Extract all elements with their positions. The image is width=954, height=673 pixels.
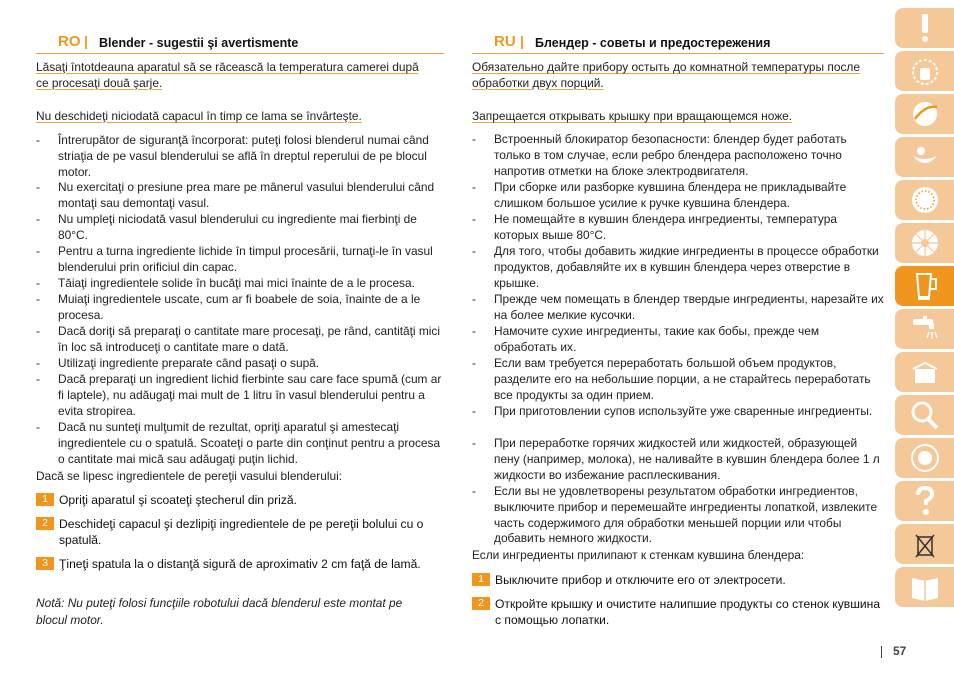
bullet-dash: - [472, 404, 476, 418]
ro-section-header [36, 33, 444, 54]
tab-environment[interactable] [895, 524, 954, 564]
disposal-bin-icon [909, 529, 941, 559]
bullet-text: При приготовлении супов используйте уже сваренные ингредиенты. [494, 404, 873, 418]
step-text: Ţineţi spatula la o distanţă sigură de aproximativ 2 cm faţă de lamă. [59, 557, 421, 571]
bullet-dash: - [472, 244, 476, 258]
bullet-text: Dacă preparaţi un ingredient lichid fierbinte sau care face spumă (cum ar fi laptele), nu adăugaţi mai mult de 1 litru în vasul blenderului pentru a evita stropirea. [58, 372, 442, 418]
citrus-press-icon [909, 228, 941, 258]
page-number: 57 [893, 644, 907, 658]
bullet-dash: - [36, 292, 40, 306]
bullet-dash: - [472, 356, 476, 370]
bullet-dash: - [472, 132, 476, 146]
step-text: Выключите прибор и отключите его от электросети. [495, 573, 786, 587]
bullet-dash: - [36, 356, 40, 370]
ro-header-separator: | [84, 33, 88, 49]
bullet-text: При переработке горячих жидкостей или жидкостей, образующей пену (например, молока), не наливайте в кувшин блендера более 1 л жидкости во избежание расплескивания. [494, 436, 880, 482]
step-number-badge: 1 [472, 573, 490, 586]
exclamation-icon [909, 13, 941, 43]
tab-storage[interactable] [895, 352, 954, 392]
bullet-dash: - [472, 484, 476, 498]
slicing-disc-icon [909, 99, 941, 129]
tab-citrus-press[interactable] [895, 223, 954, 263]
bullet-text: Прежде чем помещать в блендер твердые ингредиенты, нарезайте их на более мелкие кусочки. [494, 292, 884, 322]
bullet-text: Dacă doriţi să preparaţi o cantitate mare procesaţi, pe rând, cantităţi mici în loc să introduceţi o cantitate mare o dată. [58, 324, 441, 354]
bullet-text: Для того, чтобы добавить жидкие ингредиенты в процессе обработки продуктов, добавляйте их в кувшин блендера через отверстие в крышке. [494, 244, 879, 290]
bullet-text: Tăiaţi ingredientele solide în bucăţi mai mici înainte de a le procesa. [58, 276, 415, 290]
bullet-text: Намочите сухие ингредиенты, такие как бобы, прежде чем обработать их. [494, 324, 820, 354]
tab-click-and-go[interactable] [895, 51, 954, 91]
step-text: Opriţi aparatul şi scoateţi ştecherul din priză. [59, 493, 297, 507]
step-text: Deschideţi capacul şi dezlipiţi ingredientele de pe pereţii bolului cu o spatulă. [59, 517, 424, 547]
ru-stick-text: Если ингредиенты прилипают к стенкам кувшина блендера: [472, 548, 805, 562]
step-number-badge: 1 [36, 493, 54, 506]
bullet-dash: - [36, 324, 40, 338]
bullet-dash: - [36, 276, 40, 290]
ro-section-title: Blender - sugestii şi avertismente [99, 36, 299, 50]
tab-troubleshooting-search[interactable] [895, 395, 954, 435]
bullet-text: Встроенный блокиратор безопасности: блендер будет работать только в том случае, если ребро блендера расположено точно напротив отметки на блоке электродвигателя. [494, 132, 847, 178]
bullet-text: Întrerupător de siguranţă încorporat: puteţi folosi blenderul numai când striaţia de pe vasul blenderului se află în dreptul reperului de pe blocul motor. [58, 133, 429, 179]
recipe-book-icon [909, 572, 941, 602]
bullet-dash: - [36, 133, 40, 147]
tab-blender[interactable] [895, 266, 954, 306]
tab-slicing[interactable] [895, 94, 954, 134]
tab-cleaning[interactable] [895, 309, 954, 349]
bullet-text: Если вы не удовлетворены результатом обработки ингредиентов, выключите прибор и перемешайте ингредиенты лопаткой, извлеките часть содержимого для обработки меньшей порции или чтобы добавить немного жидкости. [494, 484, 878, 546]
tap-cleaning-icon [909, 314, 941, 344]
bullet-dash: - [36, 372, 40, 386]
click-and-go-icon [909, 56, 941, 86]
magnifier-icon [909, 400, 941, 430]
bullet-dash: - [472, 180, 476, 194]
bullet-dash: - [36, 420, 40, 434]
tab-kneading[interactable] [895, 137, 954, 177]
step-number-badge: 3 [36, 557, 54, 570]
bullet-text: Не помещайте в кувшин блендера ингредиенты, температура которых выше 80°C. [494, 212, 837, 242]
ru-section-header [472, 33, 884, 54]
bullet-text: Pentru a turna ingrediente lichide în timpul procesării, turnaţi-le în vasul blenderului prin orificiul din capac. [58, 244, 433, 274]
bullet-text: Utilizaţi ingrediente preparate când pasaţi o supă. [58, 356, 320, 370]
bullet-text: Nu exercitaţi o presiune prea mare pe mânerul vasului blenderului când montaţi sau demontaţi vasul. [58, 180, 435, 210]
bullet-dash: - [36, 212, 40, 226]
tab-recipes[interactable] [895, 567, 954, 607]
kneading-icon [909, 142, 941, 172]
ru-section-title: Блендер - советы и предостережения [535, 36, 771, 50]
step-text: Откройте крышку и очистите налипшие продукты со стенок кувшина с помощью лопатки. [495, 597, 881, 627]
tab-faq[interactable] [895, 481, 954, 521]
ru-intro-lid: Запрещается открывать крышку при вращающемся ноже. [472, 109, 793, 123]
bullet-dash: - [472, 324, 476, 338]
question-mark-icon [909, 486, 941, 516]
ru-language-code: RU [494, 33, 516, 50]
bullet-text: Если вам требуется переработать большой объем продуктов, разделите его на небольшие порции, а не старайтесь переработать все продукты за один прием. [494, 356, 871, 402]
bullet-dash: - [36, 180, 40, 194]
tab-guarantee[interactable] [895, 438, 954, 478]
bullet-dash: - [472, 292, 476, 306]
bullet-dash: - [36, 244, 40, 258]
ru-intro-cooling: Обязательно дайте прибору остыть до комнатной температуры после обработки двух порций. [472, 60, 860, 90]
ro-stick-text: Dacă se lipesc ingredientele de pereţii vasului blenderului: [36, 469, 343, 483]
blender-jug-icon [909, 271, 941, 301]
bullet-text: Nu umpleţi niciodată vasul blenderului cu ingrediente mai fierbinţi de 80°C. [58, 212, 417, 242]
bullet-dash: - [472, 436, 476, 450]
tab-important[interactable] [895, 8, 954, 48]
grating-disc-icon [909, 185, 941, 215]
bullet-text: Muiaţi ingredientele uscate, cum ar fi boabele de soia, înainte de a le procesa. [58, 292, 421, 322]
worldwide-guarantee-icon [909, 443, 941, 473]
bullet-text: При сборке или разборке кувшина блендера не прикладывайте слишком большое усилие к ручке кувшина блендера. [494, 180, 847, 210]
step-number-badge: 2 [36, 517, 54, 530]
step-number-badge: 2 [472, 597, 490, 610]
bullet-text: Dacă nu sunteţi mulţumit de rezultat, opriţi aparatul şi amestecaţi ingredientele cu o spatulă. Scoateţi o parte din conţinut pentru a procesa o cantitate mai mică sau adăugaţi puţin lichid. [58, 420, 441, 466]
tab-grating[interactable] [895, 180, 954, 220]
ro-intro-lid: Nu deschideţi niciodată capacul în timp ce lama se învârteşte. [36, 109, 362, 123]
bullet-dash: - [472, 212, 476, 226]
storage-box-icon [909, 357, 941, 387]
ro-language-code: RO [58, 33, 81, 50]
ro-note: Notă: Nu puteţi folosi funcţiile robotului dacă blenderul este montat pe blocul motor. [36, 596, 403, 627]
ru-header-separator: | [520, 33, 524, 49]
ro-intro-cooling: Lăsaţi întotdeauna aparatul să se răcească la temperatura camerei după ce procesaţi două şarje. [36, 60, 419, 90]
